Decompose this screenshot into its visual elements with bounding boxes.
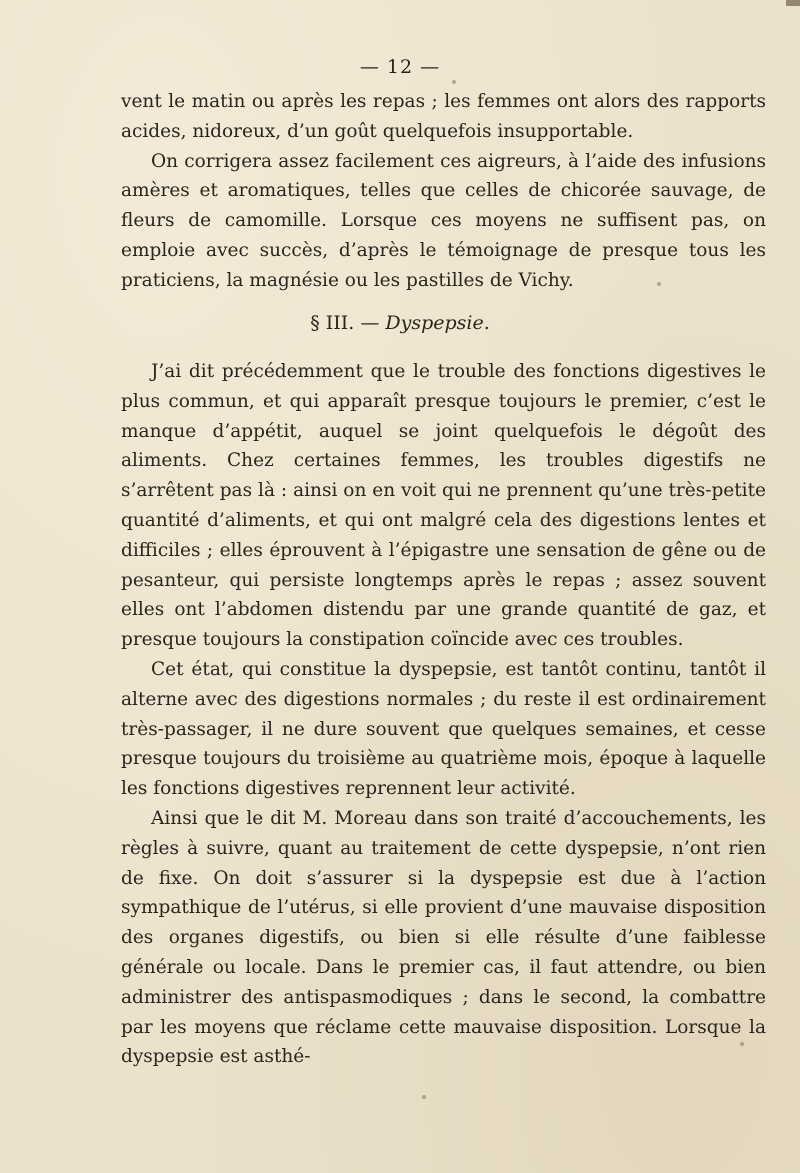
- section-title: Dyspepsie.: [385, 312, 490, 334]
- page-edge-mark: [786, 0, 800, 6]
- paper-speck: [452, 80, 456, 84]
- paragraph: J’ai dit précédemment que le trouble des fonctions digestives le plus commun, et qui apparaît presque toujours le premier, c’est le manque d’appétit, auquel se joint quelquefois le dégoût des aliments. Chez certaines femmes, les troubles digestifs ne s’arrêtent pas là : ainsi on en voit qui ne prennent qu’une très-petite quantité d’aliments, et qui ont malgré cela des digestions lentes et difficiles ; elles éprouvent à l’épigastre une sensation de gêne ou de pesanteur, qui persiste longtemps après le repas ; assez souvent elles ont l’abdomen distendu par une grande quantité de gaz, et presque toujours la constipation coïncide avec ces troubles.: [121, 361, 766, 651]
- paragraph: Cet état, qui constitue la dyspepsie, est tantôt continu, tantôt il alterne avec des digestions normales ; du reste il est ordinairement très-passager, il ne dure souvent que quelques semaines, et cesse presque toujours du troisième au quatrième mois, époque à laquelle les fonctions digestives reprennent leur activité.: [121, 658, 766, 800]
- text-block-top: [121, 87, 766, 296]
- page-number: — 12 —: [359, 56, 441, 78]
- paper-speck: [422, 1095, 426, 1099]
- paragraph: Ainsi que le dit M. Moreau dans son traité d’accouchements, les règles à suivre, quant au traitement de cette dyspepsie, n’ont rien de fixe. On doit s’assurer si la dyspepsie est due à l’action sympathique de l’utérus, si elle provient d’une mauvaise disposition des organes digestifs, ou bien si elle résulte d’une faiblesse générale ou locale. Dans le premier cas, il faut attendre, ou bien administrer des antispasmodiques ; dans le second, la combattre par les moyens que réclame cette mauvaise disposition. Lorsque la dyspepsie est asthé-: [121, 807, 766, 1068]
- section-label: § III. —: [310, 312, 380, 334]
- paragraph: On corrigera assez facilement ces aigreurs, à l’aide des infusions amères et aromatiques, telles que celles de chicorée sauvage, de fleurs de camomille. Lorsque ces moyens ne suffisent pas, on emploie avec succès, d’après le témoignage de presque tous les praticiens, la magnésie ou les pastilles de Vichy.: [121, 150, 766, 291]
- text-block-main: [121, 357, 766, 1072]
- paragraph: vent le matin ou après les repas ; les femmes ont alors des rapports acides, nidoreux, d’un goût quelquefois insupportable.: [121, 91, 766, 142]
- section-heading: [0, 311, 800, 335]
